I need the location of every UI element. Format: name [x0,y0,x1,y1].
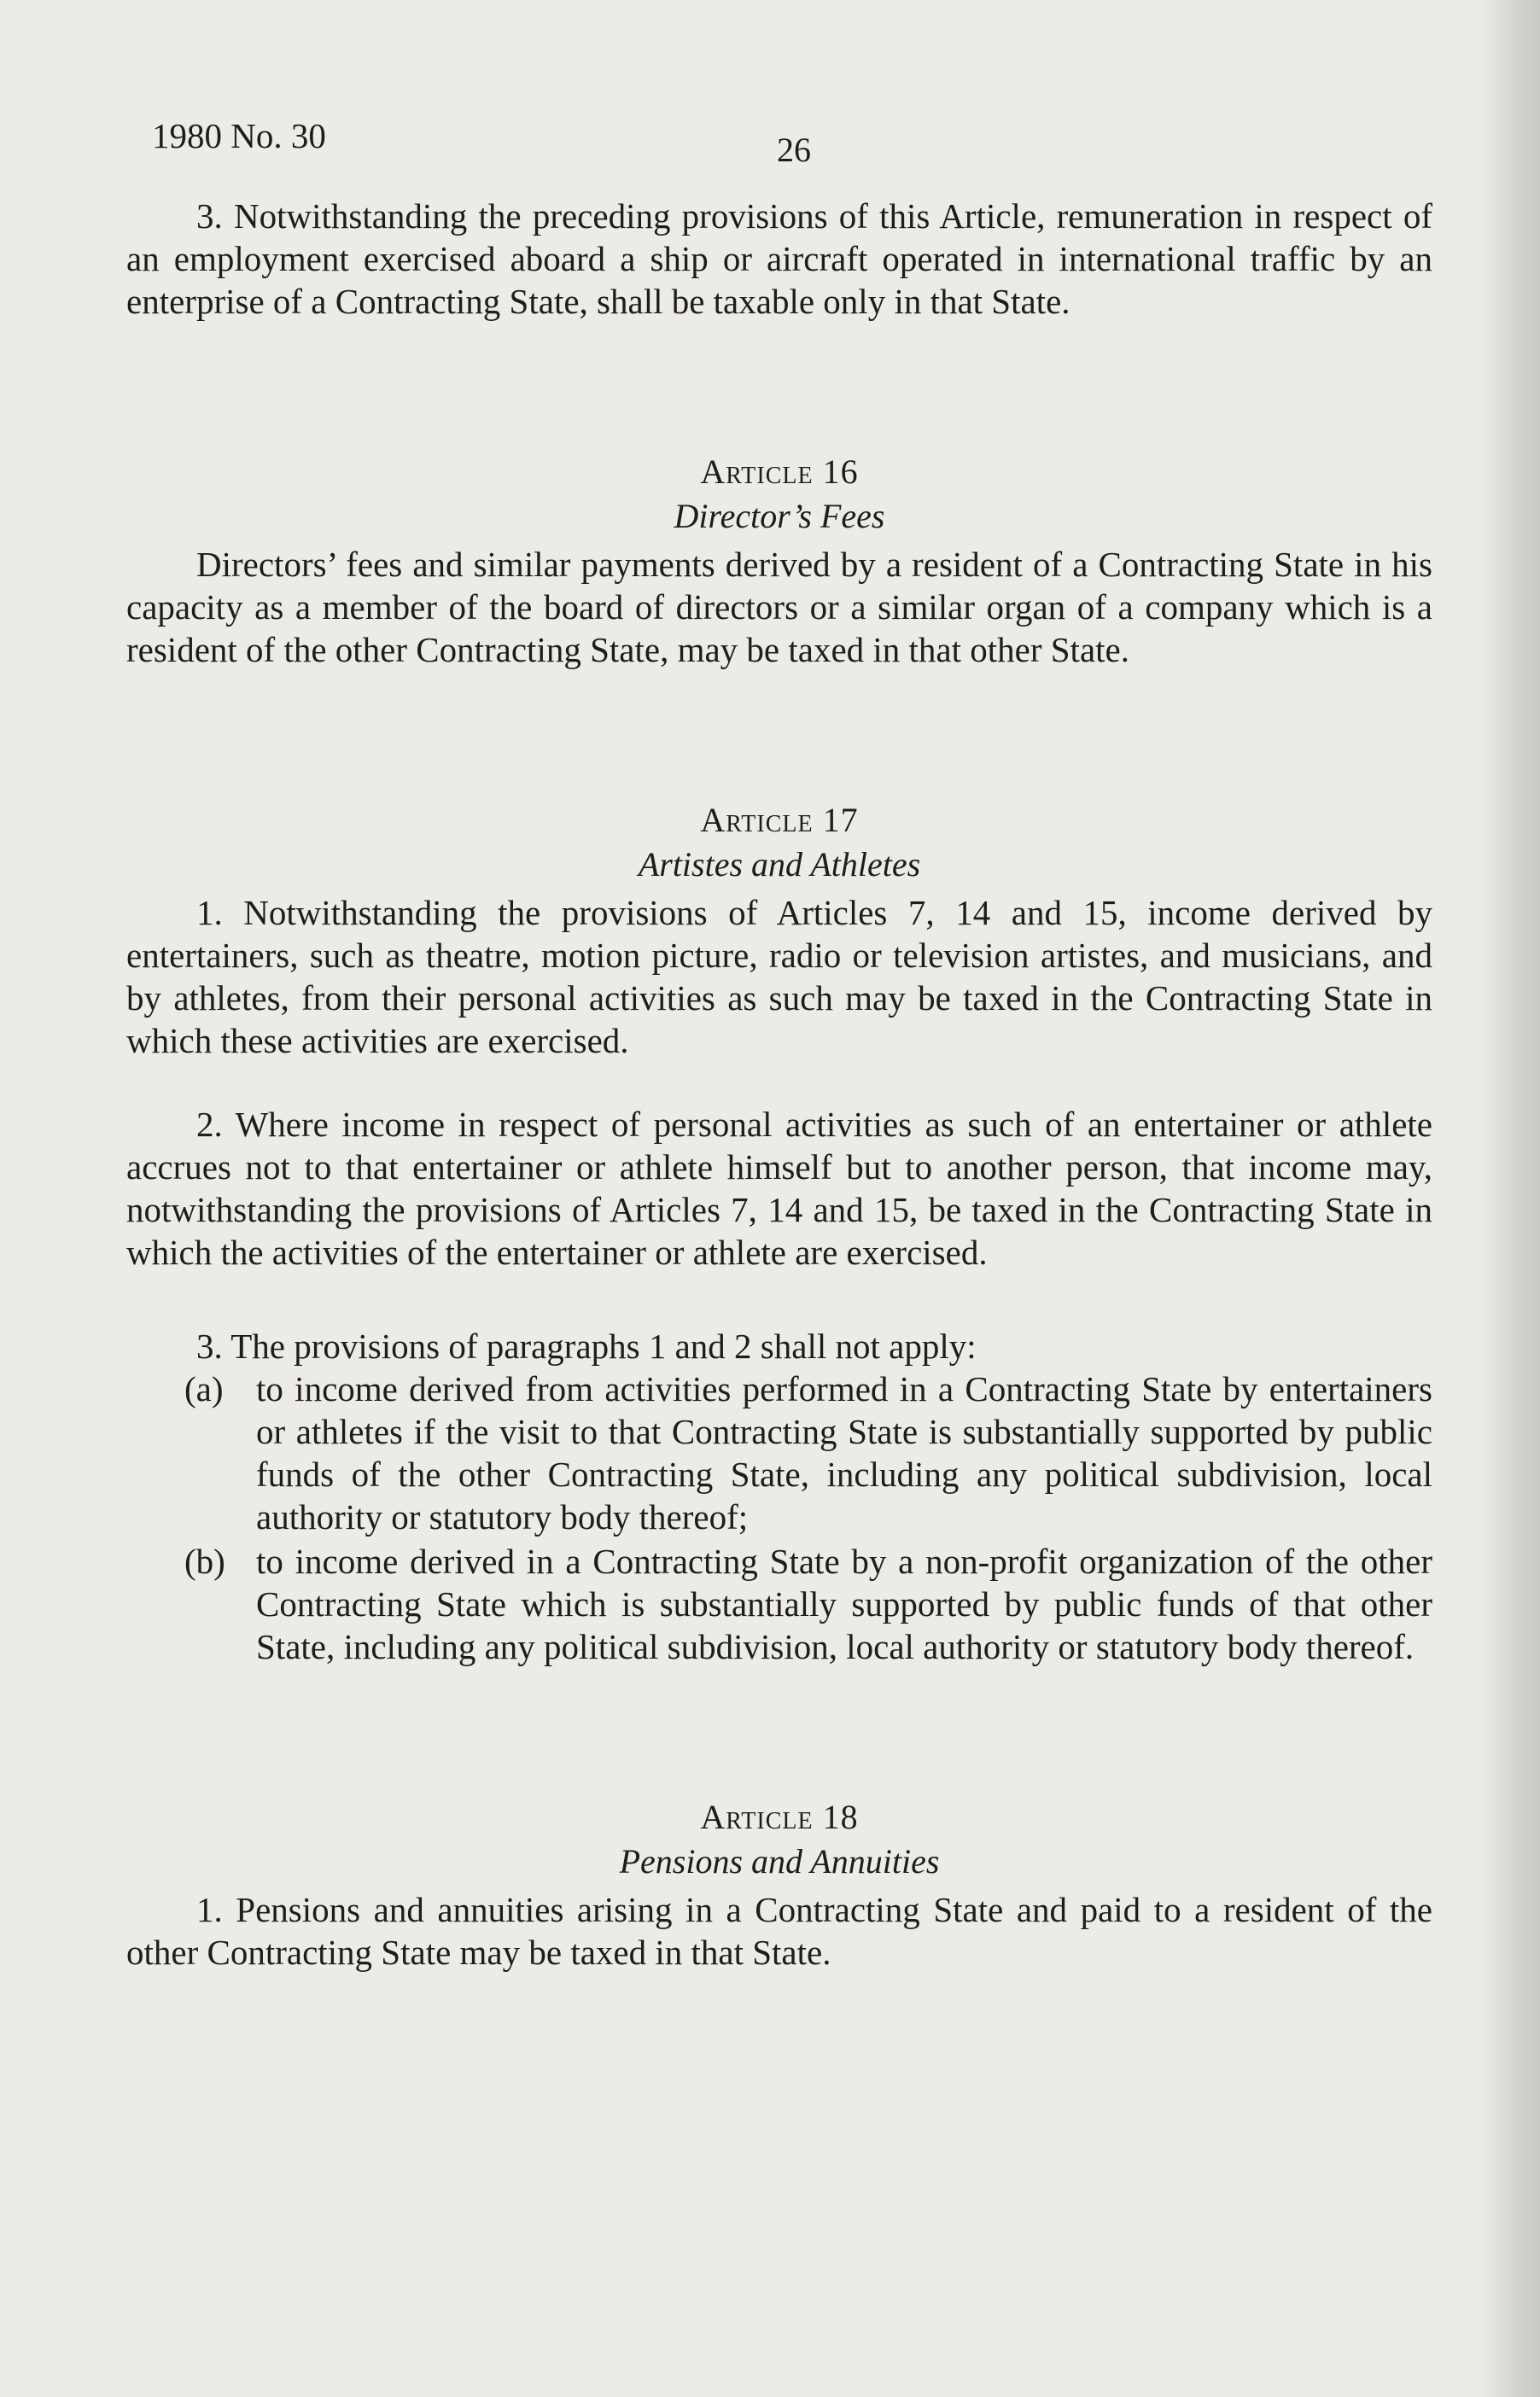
article17-paragraph-3: 3. The provisions of paragraphs 1 and 2 shall not apply: [196,1327,977,1366]
article18-paragraph-1: 1. Pensions and annuities arising in a Contracting State and paid to a resident of the other Contracting State may be taxed in that State. [126,1890,1432,1972]
item-a-label: (a) [184,1369,224,1408]
article17-item-b [126,1540,1432,1668]
article17-subtitle: Artistes and Athletes [638,845,921,884]
article17-title: Article 17 [700,801,859,839]
article16-subtitle: Director’s Fees [674,497,885,535]
item-b-text: to income derived in a Contracting State by a non-profit organization of the other Contracting State which is substantially supported by public funds of that other State, including any political subdivision, local authority or statutory body thereof. [256,1542,1432,1666]
article17-item-a [126,1368,1432,1538]
page-number: 26 [777,131,811,169]
article16-title: Article 16 [700,452,859,491]
article15-paragraph-3: 3. Notwithstanding the preceding provisions of this Article, remuneration in respect of an employment exercised aboard a ship or aircraft operated in international traffic by an enterprise of a Contracting State, shall be taxable only in that State. [126,196,1432,321]
page-body [126,195,1432,1974]
running-head: 1980 No. 30 [152,116,326,155]
article16-paragraph-1: Directors’ fees and similar payments derived by a resident of a Contracting State in his capacity as a member of the board of directors or a similar organ of a company which is a resident of the other Contracting State, may be taxed in that other State. [126,545,1432,669]
article17-paragraph-2: 2. Where income in respect of personal activities as such of an entertainer or athlete accrues not to that entertainer or athlete himself but to another person, that income may, notwithstanding the provisions of Articles 7, 14 and 15, be taxed in the Contracting State in which the activities of the entertainer or athlete are exercised. [126,1105,1432,1272]
page-edge-shadow [1480,0,1540,2397]
article17-paragraph-1: 1. Notwithstanding the provisions of Articles 7, 14 and 15, income derived by entertainers, such as theatre, motion picture, radio or television artistes, and musicians, and by athletes, from their personal activities as such may be taxed in the Contracting State in which these activities are exercised. [126,893,1432,1060]
item-a-text: to income derived from activities performed in a Contracting State by entertainers or athletes if the visit to that Contracting State is substantially supported by public funds of the other Contracting State, including any political subdivision, local authority or statutory body thereof; [256,1369,1432,1537]
article18-subtitle: Pensions and Annuities [619,1842,940,1881]
item-b-label: (b) [184,1542,225,1581]
article18-title: Article 18 [700,1798,859,1836]
